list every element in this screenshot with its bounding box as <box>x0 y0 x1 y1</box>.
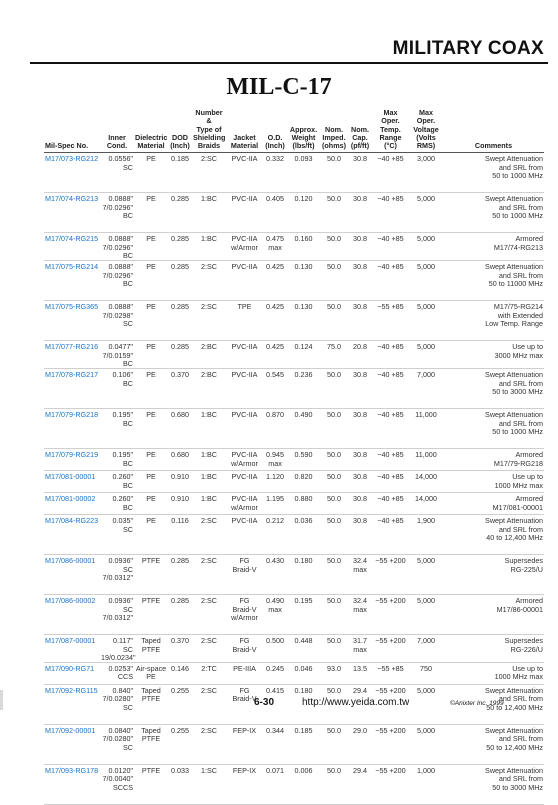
cell-max-voltage: 5,000 <box>409 685 443 725</box>
table-row <box>44 233 544 261</box>
cell-nom-imped: 50.0 <box>320 725 348 765</box>
cell-approx-weight: 0.820 <box>287 471 320 493</box>
cell-dod: 0.146 <box>168 663 192 685</box>
table-row <box>44 515 544 555</box>
cell-nom-cap: 32.4 max <box>348 555 372 595</box>
cell-dod: 0.255 <box>168 685 192 725</box>
cell-max-temp-range: −40 +85 <box>372 471 409 493</box>
cell-od: 0.405 <box>263 193 287 233</box>
cell-mil-spec-no: M17/086-00001 <box>44 555 100 595</box>
cell-max-temp-range: −55 +200 <box>372 765 409 805</box>
cell-inner-cond: 0.0253" CCS <box>100 663 134 685</box>
cell-dod: 0.285 <box>168 261 192 301</box>
cell-comments: Swept Attenuation and SRL from 40 to 12,400 MHz <box>443 515 544 555</box>
cell-jacket-material: FEP-IX <box>226 725 263 765</box>
cell-shielding-braids: 2:SC <box>192 555 226 595</box>
cell-approx-weight: 0.448 <box>287 635 320 663</box>
cell-shielding-braids: 2:SC <box>192 515 226 555</box>
cell-dod: 0.285 <box>168 555 192 595</box>
cell-max-temp-range: −55 +200 <box>372 685 409 725</box>
cell-approx-weight: 0.124 <box>287 341 320 369</box>
cell-mil-spec-no: M17/073-RG212 <box>44 153 100 193</box>
column-header-jacket-material: Jacket Material <box>226 109 263 153</box>
cell-nom-cap: 29.4 <box>348 765 372 805</box>
cell-jacket-material: TPE <box>226 301 263 341</box>
cell-mil-spec-no: M17/092-RG115 <box>44 685 100 725</box>
cell-dod: 0.285 <box>168 193 192 233</box>
cell-inner-cond: 0.0477" 7/0.0159" BC <box>100 341 134 369</box>
cell-inner-cond: 0.260" BC <box>100 493 134 515</box>
table-row <box>44 153 544 193</box>
cell-jacket-material: PVC-IIA w/Armor <box>226 493 263 515</box>
cell-jacket-material: PVC-IIA <box>226 409 263 449</box>
cell-max-temp-range: −40 +85 <box>372 153 409 193</box>
cell-comments: Use up to 1000 MHz max <box>443 471 544 493</box>
cell-inner-cond: 0.0120" 7/0.0040" SCCS <box>100 765 134 805</box>
table-row <box>44 595 544 635</box>
column-header-od: O.D. (Inch) <box>263 109 287 153</box>
cell-jacket-material: PVC-IIA <box>226 369 263 409</box>
cell-approx-weight: 0.180 <box>287 555 320 595</box>
cell-inner-cond: 0.0888" 7/0.0296" BC <box>100 261 134 301</box>
cell-shielding-braids: 2:SC <box>192 595 226 635</box>
cell-max-temp-range: −40 +85 <box>372 261 409 301</box>
cell-max-voltage: 7,000 <box>409 635 443 663</box>
cell-max-voltage: 5,000 <box>409 261 443 301</box>
cell-od: 0.870 <box>263 409 287 449</box>
cell-max-temp-range: −40 +85 <box>372 409 409 449</box>
cell-dielectric-material: Taped PTFE <box>134 635 168 663</box>
cell-dielectric-material: PE <box>134 261 168 301</box>
cell-shielding-braids: 2:BC <box>192 369 226 409</box>
cell-od: 0.430 <box>263 555 287 595</box>
column-header-inner-cond: Inner Cond. <box>100 109 134 153</box>
cell-dielectric-material: PE <box>134 369 168 409</box>
cell-nom-cap: 30.8 <box>348 301 372 341</box>
cell-dod: 0.910 <box>168 471 192 493</box>
cell-dod: 0.116 <box>168 515 192 555</box>
cell-od: 0.344 <box>263 725 287 765</box>
cell-dod: 0.033 <box>168 765 192 805</box>
cell-inner-cond: 0.195" BC <box>100 449 134 471</box>
cell-nom-imped: 50.0 <box>320 153 348 193</box>
cell-max-temp-range: −55 +200 <box>372 725 409 765</box>
cell-approx-weight: 0.130 <box>287 261 320 301</box>
cell-max-voltage: 14,000 <box>409 493 443 515</box>
cell-od: 0.945 max <box>263 449 287 471</box>
cell-nom-cap: 30.8 <box>348 261 372 301</box>
cell-nom-imped: 50.0 <box>320 635 348 663</box>
cell-approx-weight: 0.093 <box>287 153 320 193</box>
cell-max-voltage: 5,000 <box>409 555 443 595</box>
cell-od: 1.120 <box>263 471 287 493</box>
cell-nom-imped: 75.0 <box>320 341 348 369</box>
cell-approx-weight: 0.236 <box>287 369 320 409</box>
cell-od: 0.500 <box>263 635 287 663</box>
cell-nom-imped: 50.0 <box>320 493 348 515</box>
table-row <box>44 663 544 685</box>
cell-jacket-material: PVC-IIA <box>226 153 263 193</box>
table-row <box>44 409 544 449</box>
cell-nom-cap: 29.4 <box>348 685 372 725</box>
cell-max-voltage: 5,000 <box>409 301 443 341</box>
table-row <box>44 449 544 471</box>
cell-max-temp-range: −55 +85 <box>372 301 409 341</box>
page-edge-mark <box>0 690 3 710</box>
cell-approx-weight: 0.880 <box>287 493 320 515</box>
cell-dielectric-material: Taped PTFE <box>134 725 168 765</box>
cell-comments: Swept Attenuation and SRL from 50 to 11000 MHz <box>443 261 544 301</box>
cell-max-temp-range: −55 +200 <box>372 595 409 635</box>
cell-jacket-material: PVC-IIA w/Armor <box>226 449 263 471</box>
cell-nom-imped: 50.0 <box>320 193 348 233</box>
cell-max-voltage: 3,000 <box>409 153 443 193</box>
cell-dod: 0.285 <box>168 233 192 261</box>
cell-dod: 0.255 <box>168 725 192 765</box>
cell-inner-cond: 0.0936" SC 7/0.0312" <box>100 555 134 595</box>
cell-dielectric-material: PE <box>134 493 168 515</box>
cell-nom-cap: 20.8 <box>348 341 372 369</box>
cell-max-temp-range: −40 +85 <box>372 193 409 233</box>
table-row <box>44 369 544 409</box>
cell-nom-imped: 50.0 <box>320 409 348 449</box>
cell-max-temp-range: −40 +85 <box>372 449 409 471</box>
cell-od: 0.245 <box>263 663 287 685</box>
cell-shielding-braids: 1:BC <box>192 409 226 449</box>
cell-max-voltage: 5,000 <box>409 233 443 261</box>
cell-mil-spec-no: M17/087-00001 <box>44 635 100 663</box>
cell-max-temp-range: −40 +85 <box>372 341 409 369</box>
cell-max-voltage: 7,000 <box>409 369 443 409</box>
cell-nom-imped: 50.0 <box>320 449 348 471</box>
cell-inner-cond: 0.0888" 7/0.0296" BC <box>100 193 134 233</box>
cell-od: 1.195 <box>263 493 287 515</box>
cell-dod: 0.185 <box>168 153 192 193</box>
cell-shielding-braids: 1:BC <box>192 233 226 261</box>
cell-mil-spec-no: M17/079-RG219 <box>44 449 100 471</box>
cell-nom-imped: 50.0 <box>320 369 348 409</box>
cell-dielectric-material: PE <box>134 341 168 369</box>
header-rule <box>30 62 548 64</box>
cell-dod: 0.285 <box>168 301 192 341</box>
cell-max-temp-range: −55 +200 <box>372 555 409 595</box>
cell-shielding-braids: 2:SC <box>192 685 226 725</box>
cell-nom-imped: 50.0 <box>320 685 348 725</box>
cell-comments: Supersedes RG-226/U <box>443 635 544 663</box>
cell-od: 0.415 <box>263 685 287 725</box>
cell-mil-spec-no: M17/081-00002 <box>44 493 100 515</box>
table-row <box>44 193 544 233</box>
cell-max-voltage: 1,000 <box>409 765 443 805</box>
cell-nom-imped: 50.0 <box>320 555 348 595</box>
document-title: MIL-C-17 <box>226 74 332 100</box>
cell-comments: Swept Attenuation and SRL from 50 to 3000 MHz <box>443 765 544 805</box>
table-header-row <box>44 109 544 153</box>
cell-comments: Swept Attenuation and SRL from 50 to 1000 MHz <box>443 193 544 233</box>
cell-od: 0.475 max <box>263 233 287 261</box>
table-row <box>44 725 544 765</box>
cell-dod: 0.285 <box>168 341 192 369</box>
cell-inner-cond: 0.0556" SC <box>100 153 134 193</box>
cell-nom-cap: 30.8 <box>348 515 372 555</box>
copyright-notice: ©Anixter Inc. 1999 <box>450 700 504 707</box>
cell-max-voltage: 750 <box>409 663 443 685</box>
cell-mil-spec-no: M17/077-RG216 <box>44 341 100 369</box>
cell-comments: Use up to 1000 MHz max <box>443 663 544 685</box>
cell-inner-cond: 0.106" BC <box>100 369 134 409</box>
cell-comments: M17/75-RG214 with Extended Low Temp. Range <box>443 301 544 341</box>
cell-dielectric-material: PE <box>134 301 168 341</box>
cell-shielding-braids: 1:SC <box>192 765 226 805</box>
cell-approx-weight: 0.180 <box>287 685 320 725</box>
cell-nom-imped: 50.0 <box>320 765 348 805</box>
cell-jacket-material: FG Braid-V <box>226 555 263 595</box>
table-row <box>44 341 544 369</box>
column-header-shielding-braids: Number & Type of Shielding Braids <box>192 109 226 153</box>
cell-mil-spec-no: M17/093-RG178 <box>44 765 100 805</box>
cell-max-temp-range: −40 +85 <box>372 493 409 515</box>
cell-jacket-material: PVC-IIA <box>226 471 263 493</box>
cell-dielectric-material: PTFE <box>134 765 168 805</box>
cell-mil-spec-no: M17/074-RG213 <box>44 193 100 233</box>
cell-inner-cond: 0.195" BC <box>100 409 134 449</box>
cell-od: 0.332 <box>263 153 287 193</box>
cell-od: 0.425 <box>263 341 287 369</box>
cell-nom-imped: 50.0 <box>320 515 348 555</box>
cell-nom-cap: 13.5 <box>348 663 372 685</box>
cell-jacket-material: PVC-IIA <box>226 341 263 369</box>
cell-inner-cond: 0.0888" 7/0.0296" BC <box>100 233 134 261</box>
cell-nom-cap: 30.8 <box>348 369 372 409</box>
cell-max-voltage: 11,000 <box>409 449 443 471</box>
cell-max-voltage: 5,000 <box>409 595 443 635</box>
cell-max-temp-range: −55 +200 <box>372 635 409 663</box>
cell-shielding-braids: 2:SC <box>192 301 226 341</box>
cell-nom-cap: 30.8 <box>348 493 372 515</box>
cell-od: 0.425 <box>263 301 287 341</box>
cell-approx-weight: 0.046 <box>287 663 320 685</box>
cell-inner-cond: 0.260" BC <box>100 471 134 493</box>
cell-shielding-braids: 1:BC <box>192 471 226 493</box>
cell-shielding-braids: 1:BC <box>192 493 226 515</box>
cell-od: 0.490 max <box>263 595 287 635</box>
cell-mil-spec-no: M17/086-00002 <box>44 595 100 635</box>
cell-approx-weight: 0.490 <box>287 409 320 449</box>
cell-jacket-material: PVC-IIA <box>226 193 263 233</box>
cell-dielectric-material: PE <box>134 449 168 471</box>
table-row <box>44 765 544 805</box>
cell-approx-weight: 0.195 <box>287 595 320 635</box>
column-header-nom-imped: Nom. Imped. (ohms) <box>320 109 348 153</box>
cell-nom-cap: 30.8 <box>348 449 372 471</box>
cell-nom-cap: 30.8 <box>348 153 372 193</box>
cell-nom-cap: 29.0 <box>348 725 372 765</box>
cell-comments: Use up to 3000 MHz max <box>443 341 544 369</box>
cell-mil-spec-no: M17/079-RG218 <box>44 409 100 449</box>
cell-nom-imped: 50.0 <box>320 471 348 493</box>
cell-jacket-material: FG Braid-V <box>226 635 263 663</box>
cell-nom-cap: 30.8 <box>348 471 372 493</box>
column-header-dielectric-material: Dielectric Material <box>134 109 168 153</box>
cell-shielding-braids: 2:SC <box>192 725 226 765</box>
cell-approx-weight: 0.120 <box>287 193 320 233</box>
cell-shielding-braids: 2:SC <box>192 153 226 193</box>
cell-nom-cap: 30.8 <box>348 193 372 233</box>
cell-od: 0.071 <box>263 765 287 805</box>
cell-max-voltage: 14,000 <box>409 471 443 493</box>
cell-max-temp-range: −40 +85 <box>372 233 409 261</box>
cell-mil-spec-no: M17/078-RG217 <box>44 369 100 409</box>
cell-comments: Armored M17/081-00001 <box>443 493 544 515</box>
cell-jacket-material: FG Braid-V <box>226 685 263 725</box>
cell-approx-weight: 0.006 <box>287 765 320 805</box>
cell-shielding-braids: 1:BC <box>192 193 226 233</box>
cell-max-voltage: 11,000 <box>409 409 443 449</box>
column-header-mil-spec-no: Mil-Spec No. <box>44 109 100 153</box>
cell-comments: Swept Attenuation and SRL from 50 to 1000 MHz <box>443 409 544 449</box>
table-row <box>44 555 544 595</box>
cell-max-voltage: 5,000 <box>409 193 443 233</box>
cell-dielectric-material: PE <box>134 409 168 449</box>
cell-jacket-material: FG Braid-V w/Armor <box>226 595 263 635</box>
cell-jacket-material: FEP-IX <box>226 765 263 805</box>
cell-dod: 0.370 <box>168 369 192 409</box>
cell-approx-weight: 0.160 <box>287 233 320 261</box>
cell-inner-cond: 0.035" SC <box>100 515 134 555</box>
cell-dielectric-material: Air-space PE <box>134 663 168 685</box>
cell-comments: Armored M17/79-RG218 <box>443 449 544 471</box>
cell-max-voltage: 5,000 <box>409 725 443 765</box>
column-header-max-voltage: Max Oper. Voltage (Volts RMS) <box>409 109 443 153</box>
cell-dielectric-material: PE <box>134 193 168 233</box>
cell-dod: 0.680 <box>168 449 192 471</box>
cell-nom-imped: 50.0 <box>320 233 348 261</box>
cell-inner-cond: 0.0936" SC 7/0.0312" <box>100 595 134 635</box>
cell-nom-imped: 93.0 <box>320 663 348 685</box>
cell-inner-cond: 0.0888" 7/0.0298" SC <box>100 301 134 341</box>
cell-dielectric-material: PE <box>134 233 168 261</box>
cell-od: 0.212 <box>263 515 287 555</box>
cell-mil-spec-no: M17/075-RG214 <box>44 261 100 301</box>
cell-nom-cap: 31.7 max <box>348 635 372 663</box>
cell-mil-spec-no: M17/084-RG223 <box>44 515 100 555</box>
cell-inner-cond: 0.0840" 7/0.0280" SC <box>100 725 134 765</box>
cell-max-temp-range: −40 +85 <box>372 515 409 555</box>
cell-comments: Swept Attenuation and SRL from 50 to 12,400 MHz <box>443 725 544 765</box>
cell-approx-weight: 0.036 <box>287 515 320 555</box>
cell-comments: Armored M17/74-RG213 <box>443 233 544 261</box>
cell-max-temp-range: −40 +85 <box>372 369 409 409</box>
cell-shielding-braids: 2:BC <box>192 341 226 369</box>
cell-dielectric-material: PE <box>134 515 168 555</box>
column-header-comments: Comments <box>443 109 544 153</box>
cell-inner-cond: 0.840" 7/0.0280" SC <box>100 685 134 725</box>
cell-comments: Swept Attenuation and SRL from 50 to 12,400 MHz <box>443 685 544 725</box>
cell-max-voltage: 5,000 <box>409 341 443 369</box>
cell-jacket-material: PE-IIIA <box>226 663 263 685</box>
cell-dod: 0.910 <box>168 493 192 515</box>
cell-mil-spec-no: M17/075-RG365 <box>44 301 100 341</box>
cell-nom-imped: 50.0 <box>320 595 348 635</box>
cell-dielectric-material: PE <box>134 153 168 193</box>
cell-dielectric-material: Taped PTFE <box>134 685 168 725</box>
cell-shielding-braids: 2:SC <box>192 635 226 663</box>
cell-approx-weight: 0.590 <box>287 449 320 471</box>
cell-shielding-braids: 2:TC <box>192 663 226 685</box>
cell-mil-spec-no: M17/092-00001 <box>44 725 100 765</box>
cell-mil-spec-no: M17/081-00001 <box>44 471 100 493</box>
cell-mil-spec-no: M17/090-RG71 <box>44 663 100 685</box>
cell-mil-spec-no: M17/074-RG215 <box>44 233 100 261</box>
cell-od: 0.425 <box>263 261 287 301</box>
column-header-nom-cap: Nom. Cap. (pf/ft) <box>348 109 372 153</box>
cell-nom-cap: 30.8 <box>348 409 372 449</box>
cell-approx-weight: 0.185 <box>287 725 320 765</box>
column-header-dod: DOD (Inch) <box>168 109 192 153</box>
cell-nom-cap: 30.8 <box>348 233 372 261</box>
cell-comments: Supersedes RG-225/U <box>443 555 544 595</box>
cell-max-temp-range: −55 +85 <box>372 663 409 685</box>
cell-dod: 0.370 <box>168 635 192 663</box>
column-header-max-temp-range: Max Oper. Temp. Range (°C) <box>372 109 409 153</box>
table-row <box>44 261 544 301</box>
table-row <box>44 635 544 663</box>
cell-shielding-braids: 2:SC <box>192 261 226 301</box>
cell-dod: 0.680 <box>168 409 192 449</box>
table-row <box>44 301 544 341</box>
section-title: MILITARY COAX <box>392 38 544 59</box>
cell-shielding-braids: 1:BC <box>192 449 226 471</box>
cell-dielectric-material: PTFE <box>134 555 168 595</box>
cell-approx-weight: 0.130 <box>287 301 320 341</box>
table-row <box>44 471 544 493</box>
cell-dod: 0.285 <box>168 595 192 635</box>
cell-nom-cap: 32.4 max <box>348 595 372 635</box>
cell-max-voltage: 1,900 <box>409 515 443 555</box>
cell-nom-imped: 50.0 <box>320 261 348 301</box>
cell-comments: Armored M17/86-00001 <box>443 595 544 635</box>
cell-od: 0.545 <box>263 369 287 409</box>
column-header-approx-weight: Approx. Weight (lbs/ft) <box>287 109 320 153</box>
cell-jacket-material: PVC-IIA w/Armor <box>226 233 263 261</box>
cell-jacket-material: PVC-IIA <box>226 515 263 555</box>
cell-comments: Swept Attenuation and SRL from 50 to 1000 MHz <box>443 153 544 193</box>
cell-dielectric-material: PTFE <box>134 595 168 635</box>
cell-comments: Swept Attenuation and SRL from 50 to 3000 MHz <box>443 369 544 409</box>
cell-nom-imped: 50.0 <box>320 301 348 341</box>
table-row <box>44 493 544 515</box>
cell-inner-cond: 0.117" SC 19/0.0234" <box>101 636 136 662</box>
footer-url[interactable]: http://www.yeida.com.tw <box>302 697 410 708</box>
page-number: 6-30 <box>254 697 275 708</box>
cell-jacket-material: PVC-IIA <box>226 261 263 301</box>
cell-dielectric-material: PE <box>134 471 168 493</box>
